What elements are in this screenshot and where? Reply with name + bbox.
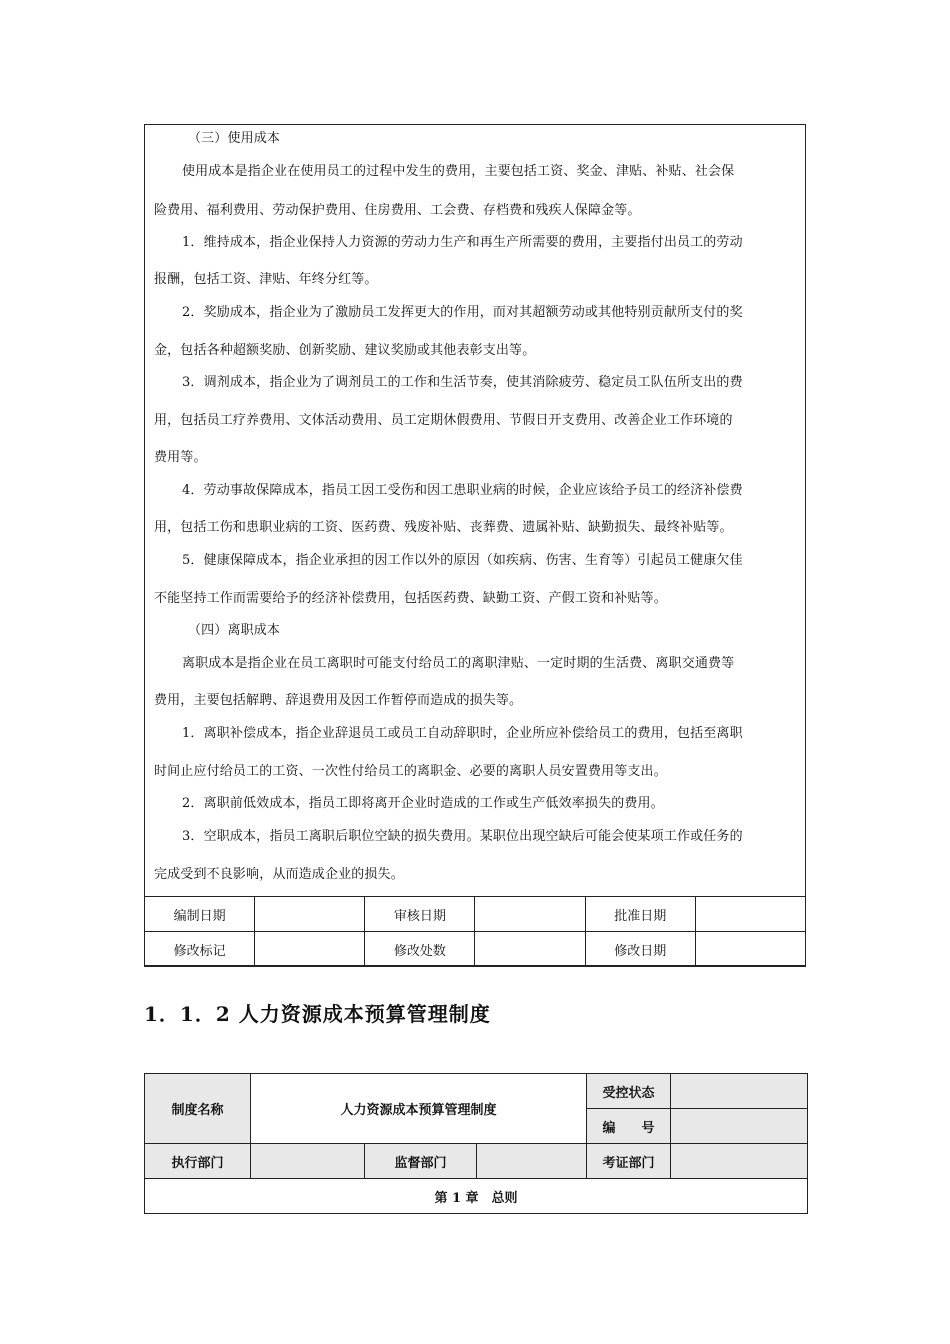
policy-header-table <box>144 1073 808 1214</box>
revision-date-field[interactable] <box>695 932 805 967</box>
paragraph-line: 险费用、福利费用、劳动保护费用、住房费用、工会费、存档费和残疾人保障金等。 <box>154 203 641 218</box>
audit-dept-label: 考证部门 <box>587 1144 671 1179</box>
paragraph-line: 5．健康保障成本，指企业承担的因工作以外的原因（如疾病、伤害、生育等）引起员工健康欠佳 <box>182 553 743 568</box>
review-date-label: 审核日期 <box>365 897 475 932</box>
subheading-usage-cost: （三）使用成本 <box>188 131 281 146</box>
chapter-title: 第 1 章 总则 <box>145 1179 808 1214</box>
paragraph-line: 2．奖励成本，指企业为了激励员工发挥更大的作用，而对其超额劳动或其他特别贡献所支付的奖 <box>182 305 743 320</box>
paragraph-line: 2．离职前低效成本，指员工即将离开企业时造成的工作或生产低效率损失的费用。 <box>182 796 664 811</box>
paragraph-line: 1．维持成本，指企业保持人力资源的劳动力生产和再生产所需要的费用，主要指付出员工的劳动 <box>182 235 743 250</box>
table-row <box>145 1179 808 1214</box>
supervise-dept-field[interactable] <box>477 1144 587 1179</box>
paragraph-line: 用，包括员工疗养费用、文体活动费用、员工定期休假费用、节假日开支费用、改善企业工作环境的 <box>154 413 733 428</box>
paragraph-line: 时间止应付给员工的工资、一次性付给员工的离职金、必要的离职人员安置费用等支出。 <box>154 764 667 779</box>
audit-dept-field[interactable] <box>671 1144 808 1179</box>
section-heading: 1．1．2 人力资源成本预算管理制度 <box>144 1002 491 1026</box>
table-row <box>145 932 806 967</box>
table-row <box>145 1074 808 1109</box>
policy-name-value: 人力资源成本预算管理制度 <box>251 1074 587 1144</box>
paragraph-line: 金，包括各种超额奖励、创新奖励、建议奖励或其他表彰支出等。 <box>154 343 536 358</box>
paragraph-line: 不能坚持工作而需要给予的经济补偿费用，包括医药费、缺勤工资、产假工资和补贴等。 <box>154 591 667 606</box>
paragraph-line: 报酬，包括工资、津贴、年终分红等。 <box>154 272 378 287</box>
paragraph-line: 使用成本是指企业在使用员工的过程中发生的费用，主要包括工资、奖金、津贴、补贴、社会保 <box>182 164 735 179</box>
revision-date-label: 修改日期 <box>585 932 695 967</box>
revision-mark-label: 修改标记 <box>145 932 255 967</box>
cost-section-box <box>144 124 806 966</box>
exec-dept-field[interactable] <box>251 1144 365 1179</box>
control-status-label: 受控状态 <box>587 1074 671 1109</box>
paragraph-line: 完成受到不良影响，从而造成企业的损失。 <box>154 867 404 882</box>
revision-count-label: 修改处数 <box>365 932 475 967</box>
number-label: 编 号 <box>587 1109 671 1144</box>
paragraph-line: 3．空职成本，指员工离职后职位空缺的损失费用。某职位出现空缺后可能会使某项工作或任务的 <box>182 829 743 844</box>
paragraph-line: 用，包括工伤和患职业病的工资、医药费、残废补贴、丧葬费、遗属补贴、缺勤损失、最终补贴等。 <box>154 520 733 535</box>
paragraph-line: 1．离职补偿成本，指企业辞退员工或员工自动辞职时，企业所应补偿给员工的费用，包括至离职 <box>182 726 743 741</box>
review-date-field[interactable] <box>475 897 585 932</box>
paragraph-line: 费用等。 <box>154 450 207 465</box>
subheading-leaving-cost: （四）离职成本 <box>188 623 281 638</box>
prepared-date-label: 编制日期 <box>145 897 255 932</box>
signoff-table <box>144 896 806 967</box>
paragraph-line: 费用，主要包括解聘、辞退费用及因工作暂停而造成的损失等。 <box>154 693 523 708</box>
number-field[interactable] <box>671 1109 808 1144</box>
revision-count-field[interactable] <box>475 932 585 967</box>
approval-date-field[interactable] <box>695 897 805 932</box>
revision-mark-field[interactable] <box>255 932 365 967</box>
paragraph-line: 4．劳动事故保障成本，指员工因工受伤和因工患职业病的时候，企业应该给予员工的经济补偿费 <box>182 483 743 498</box>
supervise-dept-label: 监督部门 <box>365 1144 477 1179</box>
exec-dept-label: 执行部门 <box>145 1144 251 1179</box>
paragraph-line: 3．调剂成本，指企业为了调剂员工的工作和生活节奏，使其消除疲劳、稳定员工队伍所支出的费 <box>182 375 743 390</box>
table-row <box>145 1144 808 1179</box>
policy-name-label: 制度名称 <box>145 1074 251 1144</box>
prepared-date-field[interactable] <box>255 897 365 932</box>
approval-date-label: 批准日期 <box>585 897 695 932</box>
paragraph-line: 离职成本是指企业在员工离职时可能支付给员工的离职津贴、一定时期的生活费、离职交通费等 <box>182 656 735 671</box>
control-status-field[interactable] <box>671 1074 808 1109</box>
table-row <box>145 897 806 932</box>
